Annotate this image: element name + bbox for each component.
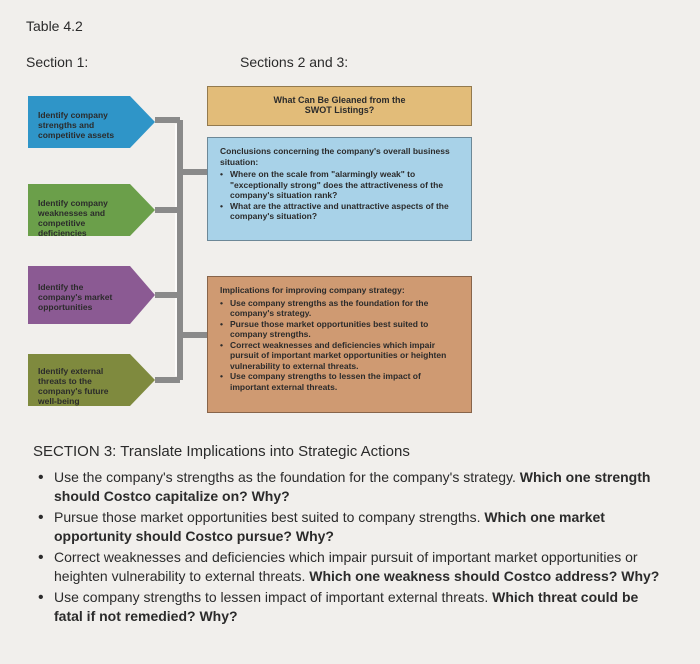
arrow-label-weaknesses: Identify company weaknesses and competitive deficiencies	[38, 198, 108, 238]
arrow-label-threats: Identify external threats to the company's future well-being	[38, 366, 109, 406]
list-item	[30, 588, 670, 626]
box-mid-title: Conclusions concerning the company's overall business situation:	[220, 146, 450, 167]
table-title: Table 4.2	[26, 18, 83, 34]
item-question: Which one strength should Costco capitalize on? Why?	[54, 469, 651, 504]
arrow-label-strengths: Identify company strengths and competitive assets	[38, 110, 115, 140]
item-text: Pursue those market opportunities best suited to company strengths.	[54, 509, 485, 525]
item-question: Which threat could be fatal if not remedied? Why?	[54, 589, 639, 624]
box-conclusions	[207, 137, 472, 241]
item-question: Which one market opportunity should Costco pursue? Why?	[54, 509, 605, 544]
box-implications	[207, 276, 472, 413]
list-item	[30, 548, 670, 586]
section3-heading: SECTION 3: Translate Implications into Strategic Actions	[33, 443, 410, 460]
box-bottom-bullet: • Correct weaknesses and deficiencies which impair pursuit of important market opportunities or heighten vulnerability to external threats.	[220, 340, 461, 372]
arrow-label-opportunities: Identify the company's market opportunities	[38, 282, 113, 312]
box-bottom-bullet: • Pursue those market opportunities best suited to company strengths.	[220, 319, 461, 340]
box-mid-bullet: • Where on the scale from "alarmingly weak" to "exceptionally strong" does the attractiveness of the company's situation rank?	[220, 169, 461, 201]
list-item	[30, 508, 670, 546]
box-top-line2: SWOT Listings?	[304, 105, 375, 115]
section3-list	[30, 468, 670, 628]
box-swot-question	[207, 86, 472, 126]
item-question: Which one weakness should Costco address? Why?	[309, 568, 660, 584]
section1-label: Section 1:	[26, 54, 89, 70]
box-bottom-bullet: • Use company strengths to lessen the impact of important external threats.	[220, 371, 461, 392]
box-bottom-title: Implications for improving company strategy:	[220, 285, 405, 295]
item-text: Use the company's strengths as the foundation for the company's strategy.	[54, 469, 520, 485]
box-top-line1: What Can Be Gleaned from the	[273, 95, 406, 105]
box-mid-bullet: • What are the attractive and unattractive aspects of the company's situation?	[220, 201, 461, 222]
item-text: Correct weaknesses and deficiencies which impair pursuit of important market opportunities or heighten vulnerability to external threats.	[54, 549, 638, 584]
section23-label: Sections 2 and 3:	[240, 54, 349, 70]
list-item	[30, 468, 670, 506]
box-bottom-bullet: • Use company strengths as the foundation for the company's strategy.	[220, 298, 461, 319]
item-text: Use company strengths to lessen impact of important external threats.	[54, 589, 493, 605]
